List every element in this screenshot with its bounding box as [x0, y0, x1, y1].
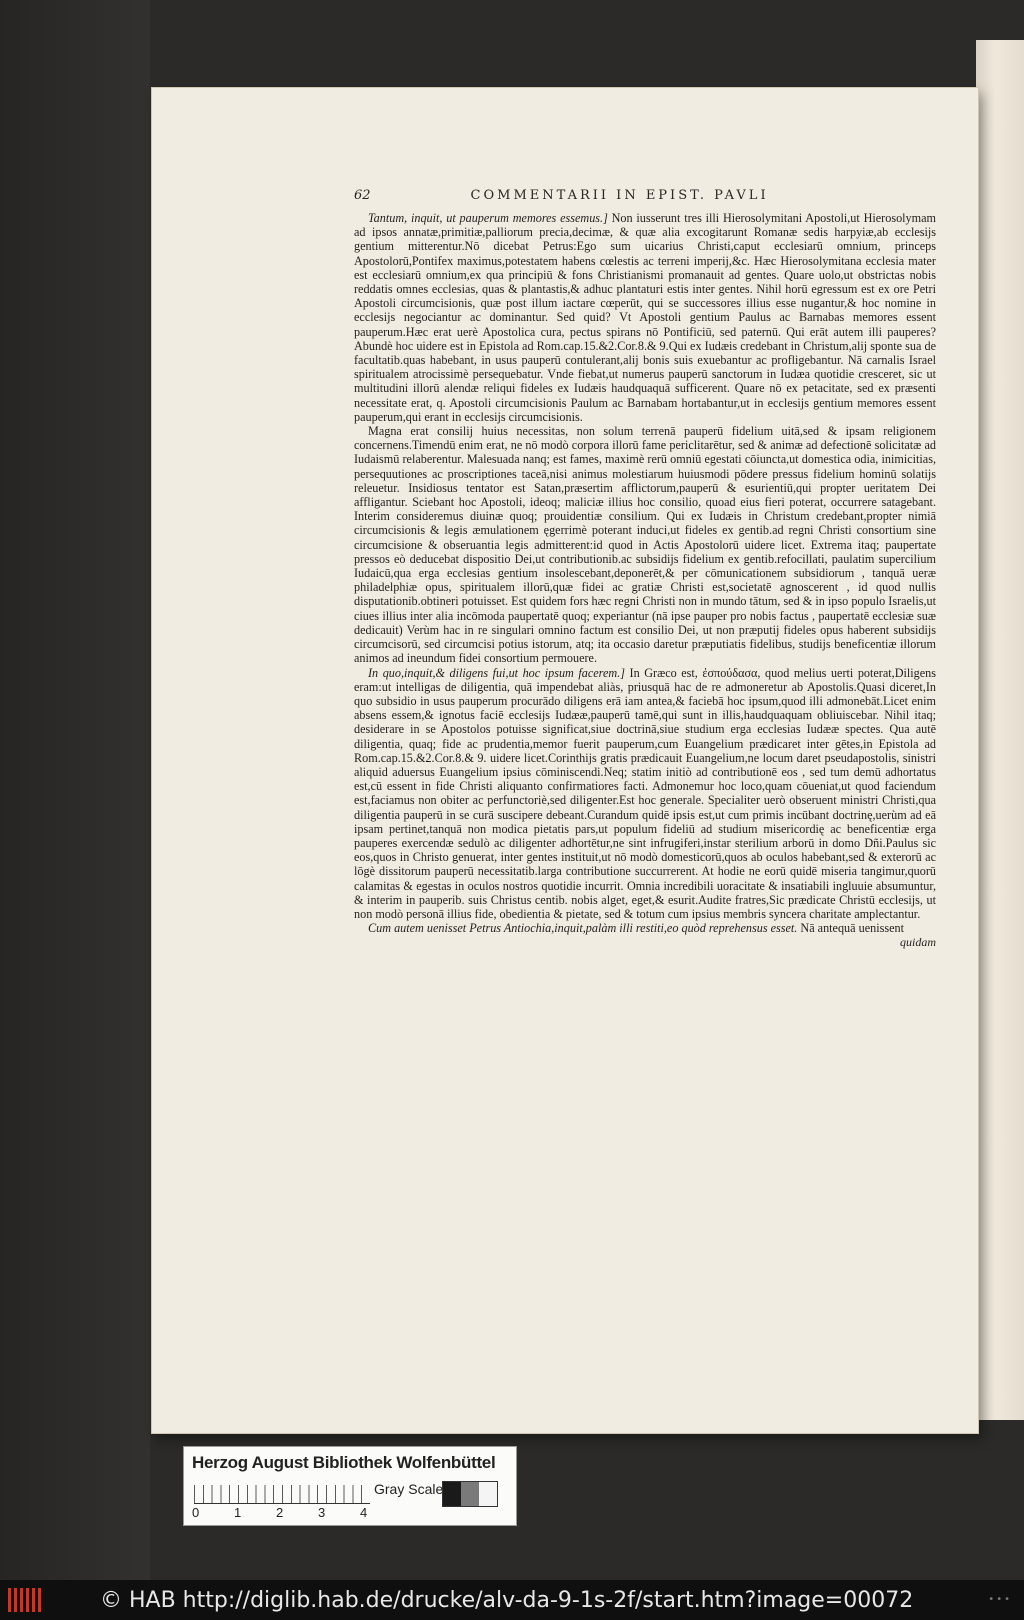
- gray-scale-card: [183, 1446, 517, 1526]
- ruler-number: 3: [318, 1505, 326, 1520]
- paragraph-text: Nā antequā uenissent: [800, 921, 904, 936]
- paragraph-text: In Græco est, ἐσπούδασα, quod melius uerti poterat,Diligens eram:ut intelligas de diligentia, quā impendebat aliàs, priusquā hac de re admoneretur ab Apostolis.Quasi diceret,In quo subsidio in usus pauperum procurādo diligens erā iam antea,& faciebā hoc ipsum,quod illi admonebāt.Licet enim absens essem,& ignotus faciē ecclesijs Iudææ,pauperū tamē,qui sunt in illis,haudquaquam obliuiscebar. Nihil itaq; desiderare in se Apostolos potuisse significat,siue doctrinā,siue studium erga ecclesias Iudææ spectes. Qua autē diligentia, quaq; fide ac prudentia,memor fuerit pauperum,cum Euangelium prædicaret inter gētes,in Epistola ad Rom.cap.15.&2.Cor.8.& 9. uidere licet.Corinthijs gratis prædicauit Euangelium,ne locum daret pseudapostolis, sinistri aliquid aduersus Euangelium ipsius cōminiscendi.Neq; statim initiò ad contributionē eos , sed tum demū adhortatus est,cū essent in fide Christi aliquanto confirmatiores facti. Admonemur hoc loco,quam cōueniat,ut quod faciendum est,faciamus non obiter ac perfunctoriè,sed diligenter.Est hoc generale. Specialiter uerò obseruent ministri Christi,qua diligentia pauperū in se curā suscipere debeant.Curandum quidē ipsis est,ut cum primis incūbant doctrinę,uerùm ad eā ipsam pertinet,tanquā non modica pietatis pars,ut populum fideliū ad studium misericordię ac beneficentiæ erga pauperes exercendæ sedulò ac diligenter adhortētur,ne sint infrugiferi,instar sterilium arborū in domo Dñi.Paulus sic eos,quos in Christo genuerat, inter gentes instituit,ut nō modò domesticorū,quos ab oculos habebant,sed & exterorū ac lōgè dissitorum pauperū necessitatib.larga contributione succurrerent. At hodie ne eorū quidē miseria tangimur,quorū calamitas & egestas in oculos nostros quotidie incurrit. Omnia incredibili uoracitate & insatiabili ingluuie absumuntur, & interim in pauperib. suis Christus centib. nobis alget, eget,& esurit.Audite fratres,Sic prædicate Christū ecclesijs, ut non modò personā illius fide, obedientia & pietate, sed & totum cum ipsius membris syncera charitate amplectantur.: [354, 665, 936, 921]
- gray-patch-mid: [461, 1482, 479, 1506]
- scan-background-left: [0, 0, 150, 1580]
- running-title: COMMENTARII IN EPIST. PAVLI: [470, 188, 769, 203]
- lemma: Tantum, inquit, ut pauperum memores essemus.]: [368, 211, 608, 225]
- paragraph-4: [354, 921, 936, 935]
- gray-patch-white: [479, 1482, 497, 1506]
- next-page-edge: [976, 40, 1024, 1420]
- ruler-number: 2: [276, 1505, 284, 1520]
- gray-patch-black: [443, 1482, 461, 1506]
- ruler-number: 1: [234, 1505, 242, 1520]
- hab-logo-icon: [8, 1586, 48, 1614]
- ruler-ticks: [194, 1485, 370, 1503]
- gray-scale-label: Gray Scale: [374, 1481, 444, 1497]
- ruler-number: 4: [360, 1505, 368, 1520]
- commentary-text: [354, 211, 936, 935]
- footer-url[interactable]: © HAB http://diglib.hab.de/drucke/alv-da-9-1s-2f/start.htm?image=00072: [100, 1587, 914, 1613]
- catchword: quidam: [900, 935, 936, 950]
- ruler: [194, 1485, 370, 1504]
- paragraph-text: Magna erat consilij huius necessitas, non solum terrenā pauperū fidelium uitā,sed & ipsam religionem concernens.Timendū enim erat, ne nō modò corpora illorū fame periclitarētur, sed & animæ ad defectionē solicitatæ ad Iudaismū relaberentur. Malesuada nanq; est fames, maximè rerū omniū egestati cōiuncta,ut domestica odia, inimicitias, persequutiones ac proscriptiones taceā,nisi animus molestiarum huiusmodi pōdere pressus fidelium hominū solatijs releuetur. Insidiosus tentator est Satan,præsertim afflictorum,pauperū & esurientiū,qui propter ueritatem Dei affligantur. Sciebant hoc Apostoli, ideoq; maliciæ illius hoc consilio, quoad eius fieri poterat, occurrere satagebant. Interim consideremus diuinæ quoq; prouidentiæ consilium. Qui ex Iudæis in Christum credebant,propter nimiā circumcisionis & legis æmulationem ęgerrimè poterant induci,ut fideles ex gentib.ad regni Christi consortium sine circumcisione & obseruantia legis admitterent:id quod in Actis Apostolorū uidere licet. Extrema itaq; paupertate pressos eò deducebat dispositio Dei,ut contributionib.ac subsidijs fidelium ex gentib.refocillati, paulatim supercilium Iudaicū,qua erga ecclesias gentium insolescebant,deponerēt,& per cōmunicationem subsidiorum , tanquā ueræ philadelphiæ opus, spiritualem illorū,quæ fidei ac gratiæ Christi est,societatē agnoscerent , id quod nullis disputationib.obtineri potuisset. Est quidem fors hæc regni Christi non in mundo tātum, sed & in ipso populo Israelis,ut ciues illius inter alia incōmoda paupertatē quoq; experiantur (nā ipse pauper pro nobis factus , paupertatē ecclesiæ suæ dedicauit) Verùm hac in re singulari omnino factum est consilio Dei, ut non præputij fideles opus haberent subsidijs circumcisorū, sed circumcisi potius istorum, atq; ita occasio daretur præputiatis fidelibus, studijs beneficentiæ illorum animos ad ineundum fidei consortium permouere.: [354, 424, 936, 666]
- paragraph-3: [354, 666, 936, 922]
- footer-indicator: •••: [988, 1594, 1012, 1605]
- book-page: [152, 88, 978, 1433]
- paragraph-2: [354, 424, 936, 665]
- lemma: In quo,inquit,& diligens fui,ut hoc ipsum facerem.]: [368, 665, 625, 680]
- page-number: 62: [354, 188, 371, 203]
- footer-bar: [0, 1580, 1024, 1620]
- page-content: [354, 188, 936, 950]
- gray-scale-patches: [442, 1481, 498, 1507]
- ruler-number: 0: [192, 1505, 200, 1520]
- running-header: [354, 188, 936, 203]
- library-name: Herzog August Bibliothek Wolfenbüttel: [192, 1453, 496, 1472]
- lemma: Cum autem uenisset Petrus Antiochia,inquit,palàm illi restiti,eo quòd reprehensus esset.: [368, 921, 798, 936]
- paragraph-text: Non iusserunt tres illi Hierosolymitani Apostoli,ut Hierosolymam ad ipsos annatæ,primitiæ,palliorum precia,decimæ, & quæ alia excogitarunt Romanæ sedis harpyiæ,ab ecclesijs gentium mitterentur.Nō dicebat Petrus:Ego sum uicarius Christi,caput ecclesiarū omnium, princeps Apostolorū,Pontifex maximus,potestatem habens cœlestis ac terreni imperij,&c. Hæc Hierosolymitana ecclesia mater est ecclesiarū omnium,ex qua principiū & fons Christianismi promanauit ad gentes. Quare uolo,ut obstrictas nobis reddatis omnes ecclesias, quas & plantastis,& adhuc plantaturi estis inter gentes. Nihil horū egressum est ex ore Petri Apostoli circumcisionis, quæ post illum iactare cœperūt, qui se successores illius esse nugantur,& hoc nomine in ecclesijs negociantur ac dominantur. Sed quid? Vt Apostoli gentium Paulus ac Barnabas memores essent pauperum.Hæc erat uerè Apostolica cura, pectus spirans nō Pontificiū, sed paternū. Qui erāt autem illi pauperes? Abundè hoc uidere est in Epistola ad Rom.cap.15.&2.Cor.8.& 9.Qui ex Iudæis credebant in Christum,alij sponte sua de facultatib.quas habebant, in usus pauperū contulerant,alij bonis suis exuebantur ac profligebantur. Nā carnalis Israel spiritualem atrocissimè persequebatur. Vnde fiebat,ut numerus pauperū sanctorum in Iudæa quotidie cresceret, sic ut multitudini illorū alendæ reliqui fideles ex Iudæis haudquaquā sufficerent. Quare nō ex petacitate, sed ex præsenti necessitate erat, q. Apostoli circumcisionis Paulum ac Barnabam hortabantur,ut in ecclesijs gentium memores essent pauperum,qui erant in ecclesijs circumcisionis.: [354, 211, 937, 424]
- paragraph-1: [354, 211, 936, 424]
